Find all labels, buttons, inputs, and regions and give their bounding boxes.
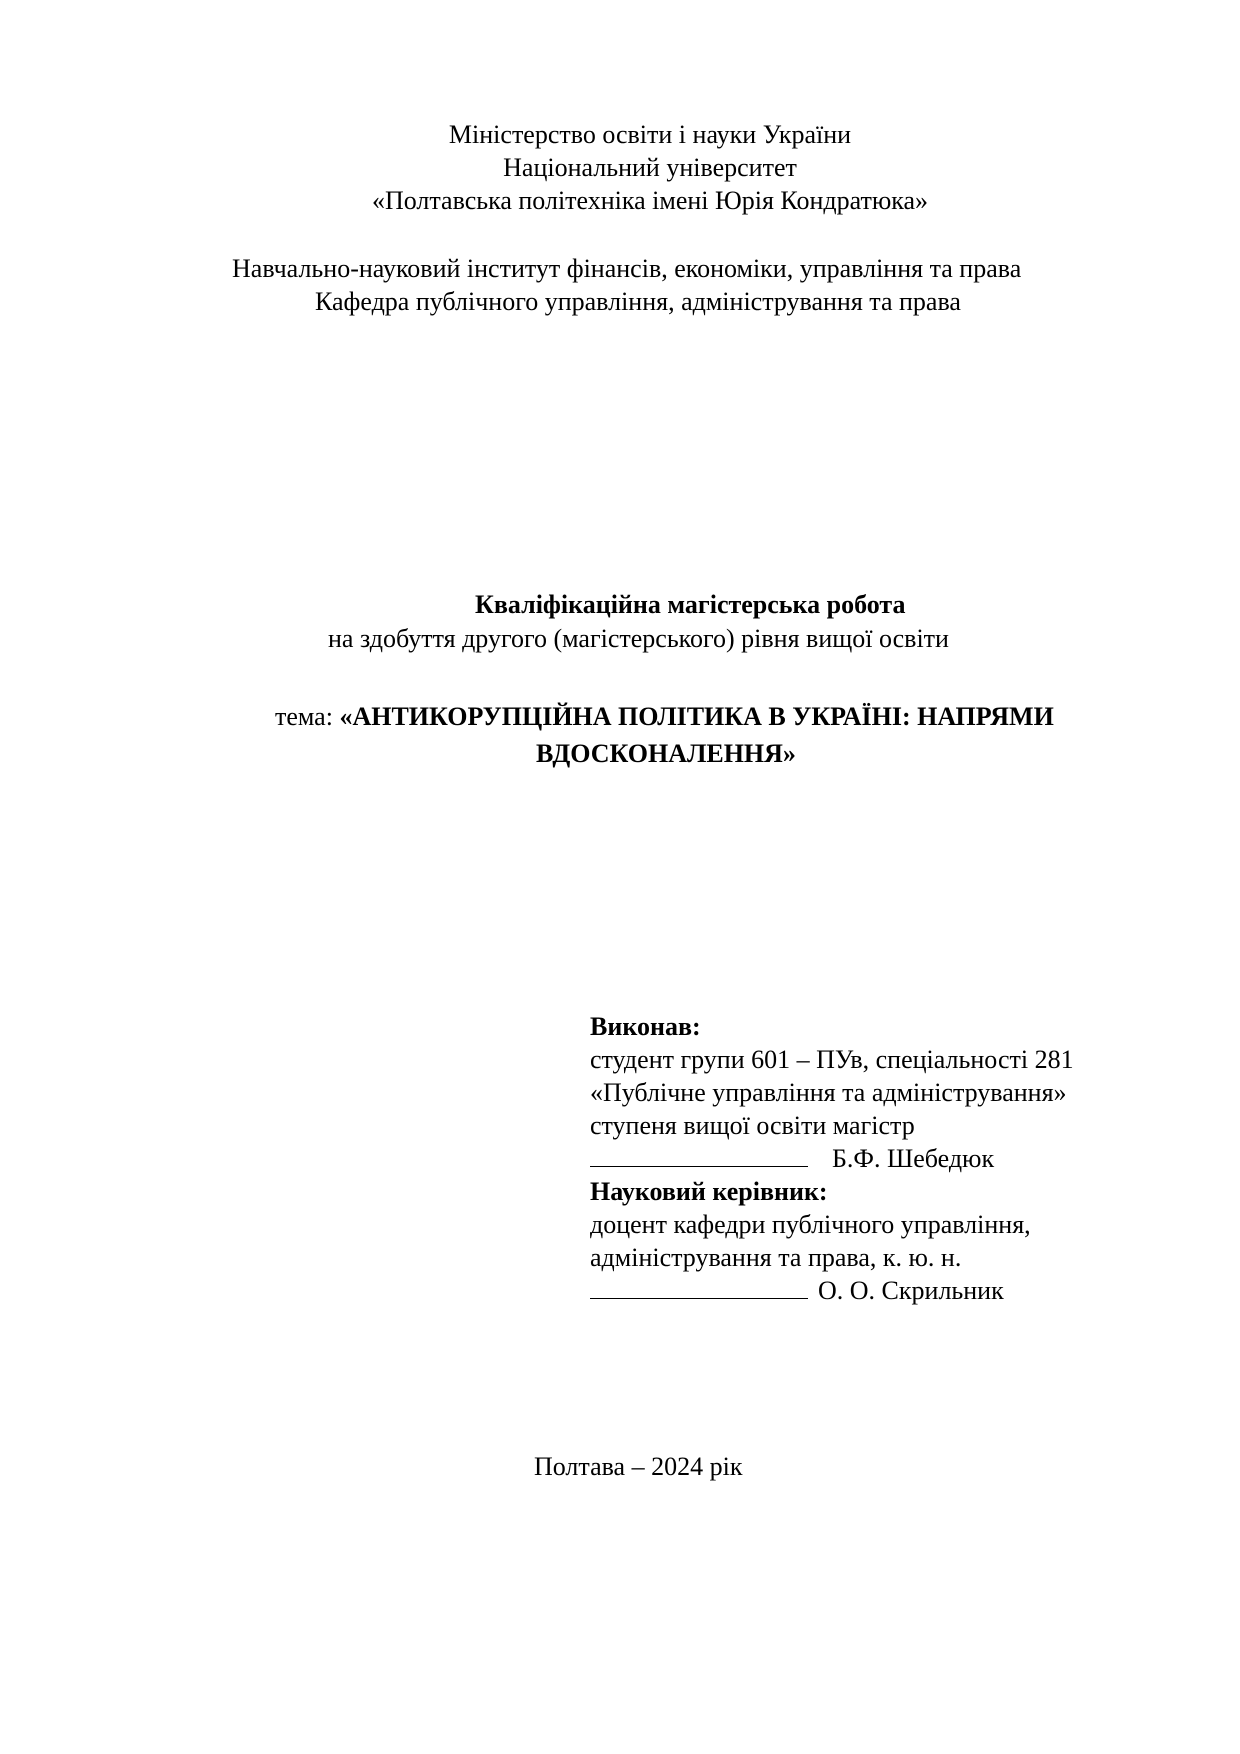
supervisor-label: Науковий керівник:: [590, 1177, 828, 1206]
performed-by-label: Виконав:: [590, 1012, 701, 1041]
department-name: Кафедра публічного управління, адміністрування та права: [315, 287, 961, 316]
student-signature-line: [590, 1142, 994, 1175]
supervisor-position-1: доцент кафедри публічного управління,: [590, 1210, 1031, 1239]
student-degree: ступеня вищої освіти магістр: [590, 1111, 915, 1140]
signature-blank: [590, 1142, 808, 1167]
ministry-name: Міністерство освіти і науки України: [448, 120, 852, 149]
university-label: Національний університет: [503, 153, 797, 182]
work-type-heading: Кваліфікаційна магістерська робота: [475, 590, 906, 619]
work-degree: на здобуття другого (магістерського) рівня вищої освіти: [328, 624, 949, 653]
supervisor-signature-line: [590, 1274, 1004, 1307]
supervisor-name: О. О. Скрильник: [818, 1276, 1004, 1305]
university-name: «Полтавська політехніка імені Юрія Кондратюка»: [371, 186, 929, 215]
topic-title-part-1: «АНТИКОРУПЦІЙНА ПОЛІТИКА В УКРАЇНІ: НАПРЯМИ: [339, 702, 1054, 731]
signature-blank: [590, 1274, 808, 1299]
student-group-info: студент групи 601 – ПУв, спеціальності 281: [590, 1045, 1074, 1074]
institute-name: Навчально-науковий інститут фінансів, економіки, управління та права: [232, 254, 1022, 283]
city-year: Полтава – 2024 рік: [534, 1452, 743, 1481]
topic-title-part-2: ВДОСКОНАЛЕННЯ»: [536, 739, 796, 768]
student-name: Б.Ф. Шебедюк: [832, 1144, 995, 1173]
topic-line-1: [275, 700, 1054, 733]
topic-prefix: тема:: [275, 702, 340, 731]
supervisor-position-2: адміністрування та права, к. ю. н.: [590, 1243, 962, 1272]
student-specialty: «Публічне управління та адміністрування»: [590, 1078, 1067, 1107]
